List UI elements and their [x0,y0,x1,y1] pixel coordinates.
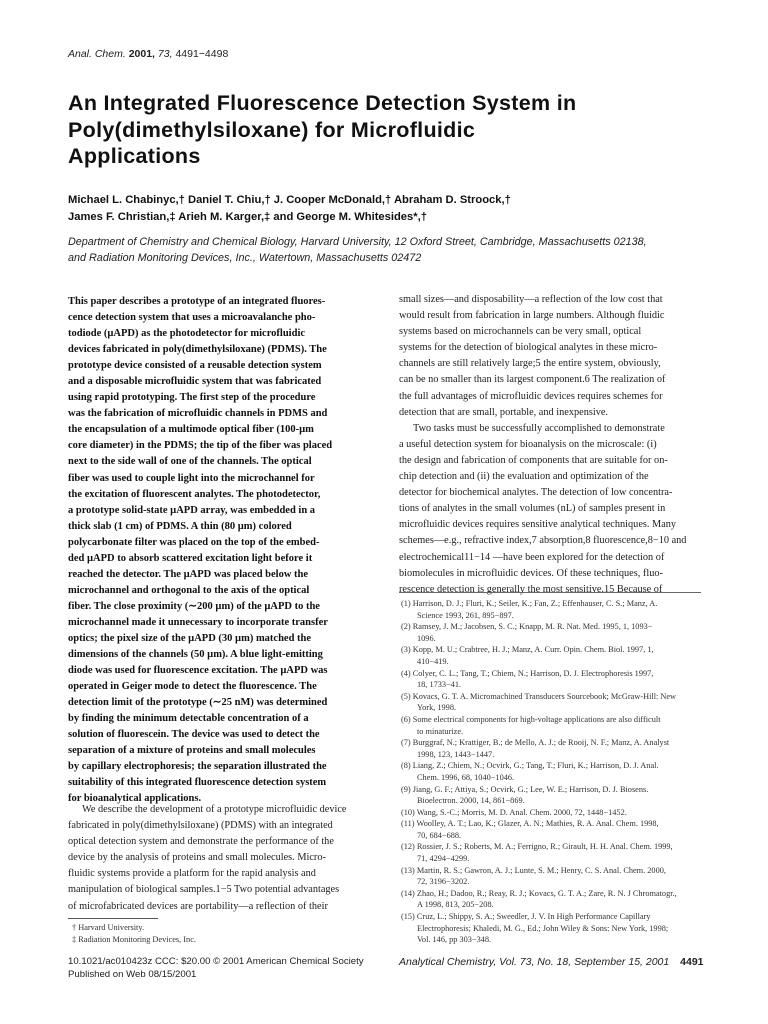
abstract-line: was the fabrication of microfluidic channels in PDMS and [68,408,328,420]
reference-line: (7) Burggraf, N.; Krattiger, B.; de Mello, A. J.; de Rooij, N. F.; Manz, A. Analyst [401,738,670,748]
abstract-line: using rapid prototyping. The first step of the procedure [68,392,316,404]
body-line: fabricated in poly(dimethylsiloxane) (PDMS) with an integrated [68,820,333,832]
affiliation-line: Department of Chemistry and Chemical Biology, Harvard University, 12 Oxford Street, Cambridge, Massachusetts 02138, [68,236,647,248]
abstract-line: todiode (µAPD) as the photodetector for microfluidic [68,328,306,340]
body-line: the full advantages of microfluidic devices requires schemes for [399,390,663,402]
body-line: systems based on microchannels can be very small, optical [399,326,642,338]
abstract-line: optics; the pixel size of the µAPD (30 µm) matched the [68,632,312,644]
abstract [68,294,370,808]
body-line: optical detection system and demonstrate the performance of the [68,836,334,848]
abstract-line: This paper describes a prototype of an integrated fluores- [68,296,326,307]
body-text-right-column [399,292,701,598]
abstract-line: polycarbonate filter was placed on the top of the embed- [68,536,320,548]
doi-line: 10.1021/ac010423z CCC: $20.00 © 2001 American Chemical Society [68,956,364,967]
abstract-line: by capillary electrophoresis; the separation illustrated the [68,761,327,773]
reference-line: Vol. 146, pp 303−348. [417,935,492,945]
abstract-line: microchannel made it unnecessary to incorporate transfer [68,616,328,628]
abstract-line: cence detection system that uses a microavalanche pho- [68,312,316,324]
abstract-line: for bioanalytical applications. [68,793,202,805]
reference-line: 410−419. [417,656,449,666]
body-line: channels are still relatively large;5 the entire system, obviously, [399,358,661,370]
abstract-line: fiber. The close proximity (∼200 µm) of the µAPD to the [68,600,320,612]
abstract-line: separation of a mixture of proteins and small molecules [68,745,316,757]
article-title [68,90,708,170]
reference-line: Bioelectron. 2000, 14, 861−869. [417,796,525,806]
journal-volume: 73, [157,48,173,60]
reference-line: (12) Rossier, J. S.; Roberts, M. A.; Ferrigno, R.; Girault, H. H. Anal. Chem. 1999, [401,842,673,852]
body-line: fluidic systems provide a platform for the rapid analysis and [68,868,316,880]
body-line: Two tasks must be successfully accomplished to demonstrate [413,422,665,434]
abstract-line: ded µAPD to absorb scattered excitation light before it [68,552,313,564]
body-line: chip detection and (ii) the evaluation and optimization of the [399,471,649,483]
affiliation-line: and Radiation Monitoring Devices, Inc., Watertown, Massachusetts 02472 [68,252,422,264]
body-line: can be no smaller than its largest component.6 The realization of [399,374,666,386]
body-line: of microfabricated devices are portability—a reflection of their [68,900,328,912]
title-line: Poly(dimethylsiloxane) for Microfluidic [68,117,476,142]
abstract-line: the encapsulation of a multimode optical fiber (100-µm [68,424,314,436]
reference-line: 72, 3196−3202. [417,877,470,887]
body-line: biomolecules in microfluidic devices. Of these techniques, fluo- [399,567,663,579]
abstract-line: reached the detector. The µAPD was placed below the [68,568,309,580]
reference-line: (1) Harrison, D. J.; Fluri, K.; Seiler, K.; Fan, Z.; Effenhauser, C. S.; Manz, A. [401,599,658,608]
journal-year: 2001, [128,48,155,60]
body-line: detector for biochemical analytes. The detection of low concentra- [399,487,673,499]
reference-line: A 1998, 813, 205−208. [417,900,494,910]
body-line: electrochemical11−14 —have been explored for the detection of [399,551,665,563]
reference-line: 70, 684−688. [417,830,462,840]
body-line: tions of analytes in the small volumes (nL) of samples present in [399,503,666,515]
reference-list [399,598,703,946]
body-line: detection that are small, portable, and inexpensive. [399,406,609,418]
author-list [68,192,708,226]
abstract-line: prototype device consisted of a reusable detection system [68,360,322,372]
body-line: the design and fabrication of components that are suitable for on- [399,454,668,466]
publication-info [68,956,364,981]
body-line: a useful detection system for bioanalysis on the microscale: (i) [399,438,657,450]
page-footer [399,956,704,968]
reference-line: 1998, 123, 1443−1447. [417,749,495,759]
abstract-line: fiber was used to couple light into the microchannel for [68,472,315,484]
abstract-line: suitability of this integrated fluorescence detection system [68,777,327,789]
body-line: device by the analysis of proteins and small molecules. Micro- [68,852,326,864]
abstract-line: devices fabricated in poly(dimethylsiloxane) (PDMS). The [68,344,327,356]
body-line: microfluidic devices requires sensitive analytical techniques. Many [399,519,677,531]
journal-name: Anal. Chem. [68,48,126,60]
reference-line: (9) Jiang, G. F.; Attiya, S.; Ocvirk, G.; Lee, W. E.; Harrison, D. J. Biosens. [401,784,649,794]
reference-line: 18, 1733−41. [417,680,462,690]
reference-line: (3) Kopp, M. U.; Crabtree, H. J.; Manz, A. Curr. Opin. Chem. Biol. 1997, 1, [401,645,654,655]
reference-line: York, 1998. [417,703,457,713]
reference-line: (10) Wang, S.-C.; Morris, M. D. Anal. Chem. 2000, 72, 1448−1452. [401,807,627,817]
affiliation-footnotes [72,922,196,946]
reference-line: (2) Ramsey, J. M.; Jacobsen, S. C.; Knapp, M. R. Nat. Med. 1995, 1, 1093− [401,622,653,632]
body-line: small sizes—and disposability—a reflection of the low cost that [399,294,663,305]
reference-line: (14) Zhao, H.; Dadoo, R.; Reay, R. J.; Kovacs, G. T. A.; Zare, R. N. J Chromatogr., [401,888,677,898]
body-text-left-column [68,802,370,915]
body-line: manipulation of biological samples.1−5 Two potential advantages [68,884,340,896]
body-line: would result from fabrication in large numbers. Although fluidic [399,310,665,322]
page-number: 4491 [680,956,704,968]
footnote-line: ‡ Radiation Monitoring Devices, Inc. [72,935,196,944]
body-line: We describe the development of a prototype microfluidic device [82,804,347,815]
reference-line: (5) Kovacs, G. T. A. Micromachined Transducers Sourcebook; McGraw-Hill: New [401,691,677,701]
abstract-line: core diameter) in the PDMS; the tip of the fiber was placed [68,440,333,452]
title-line: Applications [68,144,201,168]
reference-line: (4) Colyer, C. L.; Tang, T.; Chiem, N.; Harrison, D. J. Electrophoresis 1997, [401,668,654,678]
footnote-divider [68,918,158,919]
reference-line: 71, 4294−4299. [417,854,470,864]
title-line: An Integrated Fluorescence Detection System in [68,91,577,115]
abstract-line: dimensions of the channels (50 µm). A blue light-emitting [68,649,323,661]
reference-line: 1096. [417,633,436,643]
footnote-line: † Harvard University. [72,923,145,932]
reference-line: (11) Woolley, A. T.; Lao, K.; Glazer, A. N.; Mathies, R. A. Anal. Chem. 1998, [401,819,659,829]
journal-pages: 4491−4498 [175,48,229,60]
abstract-line: next to the side wall of one of the channels. The optical [68,456,312,468]
body-line: rescence detection is generally the most sensitive.15 Because of [399,583,663,595]
footer-citation: Analytical Chemistry, Vol. 73, No. 18, September 15, 2001 [399,956,670,968]
body-line: systems for the detection of biological analytes in these micro- [399,342,658,354]
reference-line: to minaturize. [417,726,464,736]
body-line: schemes—e.g., refractive index,7 absorption,8 fluorescence,8−10 and [399,535,687,547]
author-line: Michael L. Chabinyc,† Daniel T. Chiu,† J. Cooper McDonald,† Abraham D. Stroock,† [68,194,511,206]
reference-line: Science 1993, 261, 895−897. [417,610,514,620]
abstract-line: by finding the minimum detectable concentration of a [68,713,309,725]
reference-line: Electrophoresis; Khaledi, M. G., Ed.; John Wiley & Sons: New York, 1998; [417,923,669,933]
reference-line: (8) Liang, Z.; Chiem, N.; Ocvirk, G.; Tang, T.; Fluri, K.; Harrison, D. J. Anal. [401,761,659,771]
abstract-line: thick slab (1 cm) of PDMS. A thin (80 µm) colored [68,520,292,532]
author-line: James F. Christian,‡ Arieh M. Karger,‡ and George M. Whitesides*,† [68,211,427,223]
affiliation [68,234,708,266]
abstract-line: detection limit of the prototype (∼25 nM) was determined [68,697,328,709]
journal-header [68,48,228,60]
abstract-line: and a disposable microfluidic system that was fabricated [68,376,322,388]
references-divider [399,592,701,593]
abstract-line: solution of fluorescein. The device was used to detect the [68,729,320,741]
published-line: Published on Web 08/15/2001 [68,968,197,980]
abstract-line: a prototype solid-state µAPD array, was embedded in a [68,504,316,516]
reference-line: (15) Cruz, L.; Shippy, S. A.; Sweedler, J. V. In High Performance Capillary [401,912,651,922]
reference-line: (13) Martin, R. S.; Gawron, A. J.; Lunte, S. M.; Henry, C. S. Anal. Chem. 2000, [401,865,666,875]
abstract-line: the excitation of fluorescent analytes. The photodetector, [68,488,321,500]
abstract-line: diode was used for fluorescence excitation. The µAPD was [68,665,328,677]
abstract-line: microchannel and orthogonal to the axis of the optical [68,584,310,596]
reference-line: Chem. 1996, 68, 1040−1046. [417,772,515,782]
abstract-line: operated in Geiger mode to detect the fluorescence. The [68,681,317,693]
reference-line: (6) Some electrical components for high-voltage applications are also difficult [401,714,661,724]
